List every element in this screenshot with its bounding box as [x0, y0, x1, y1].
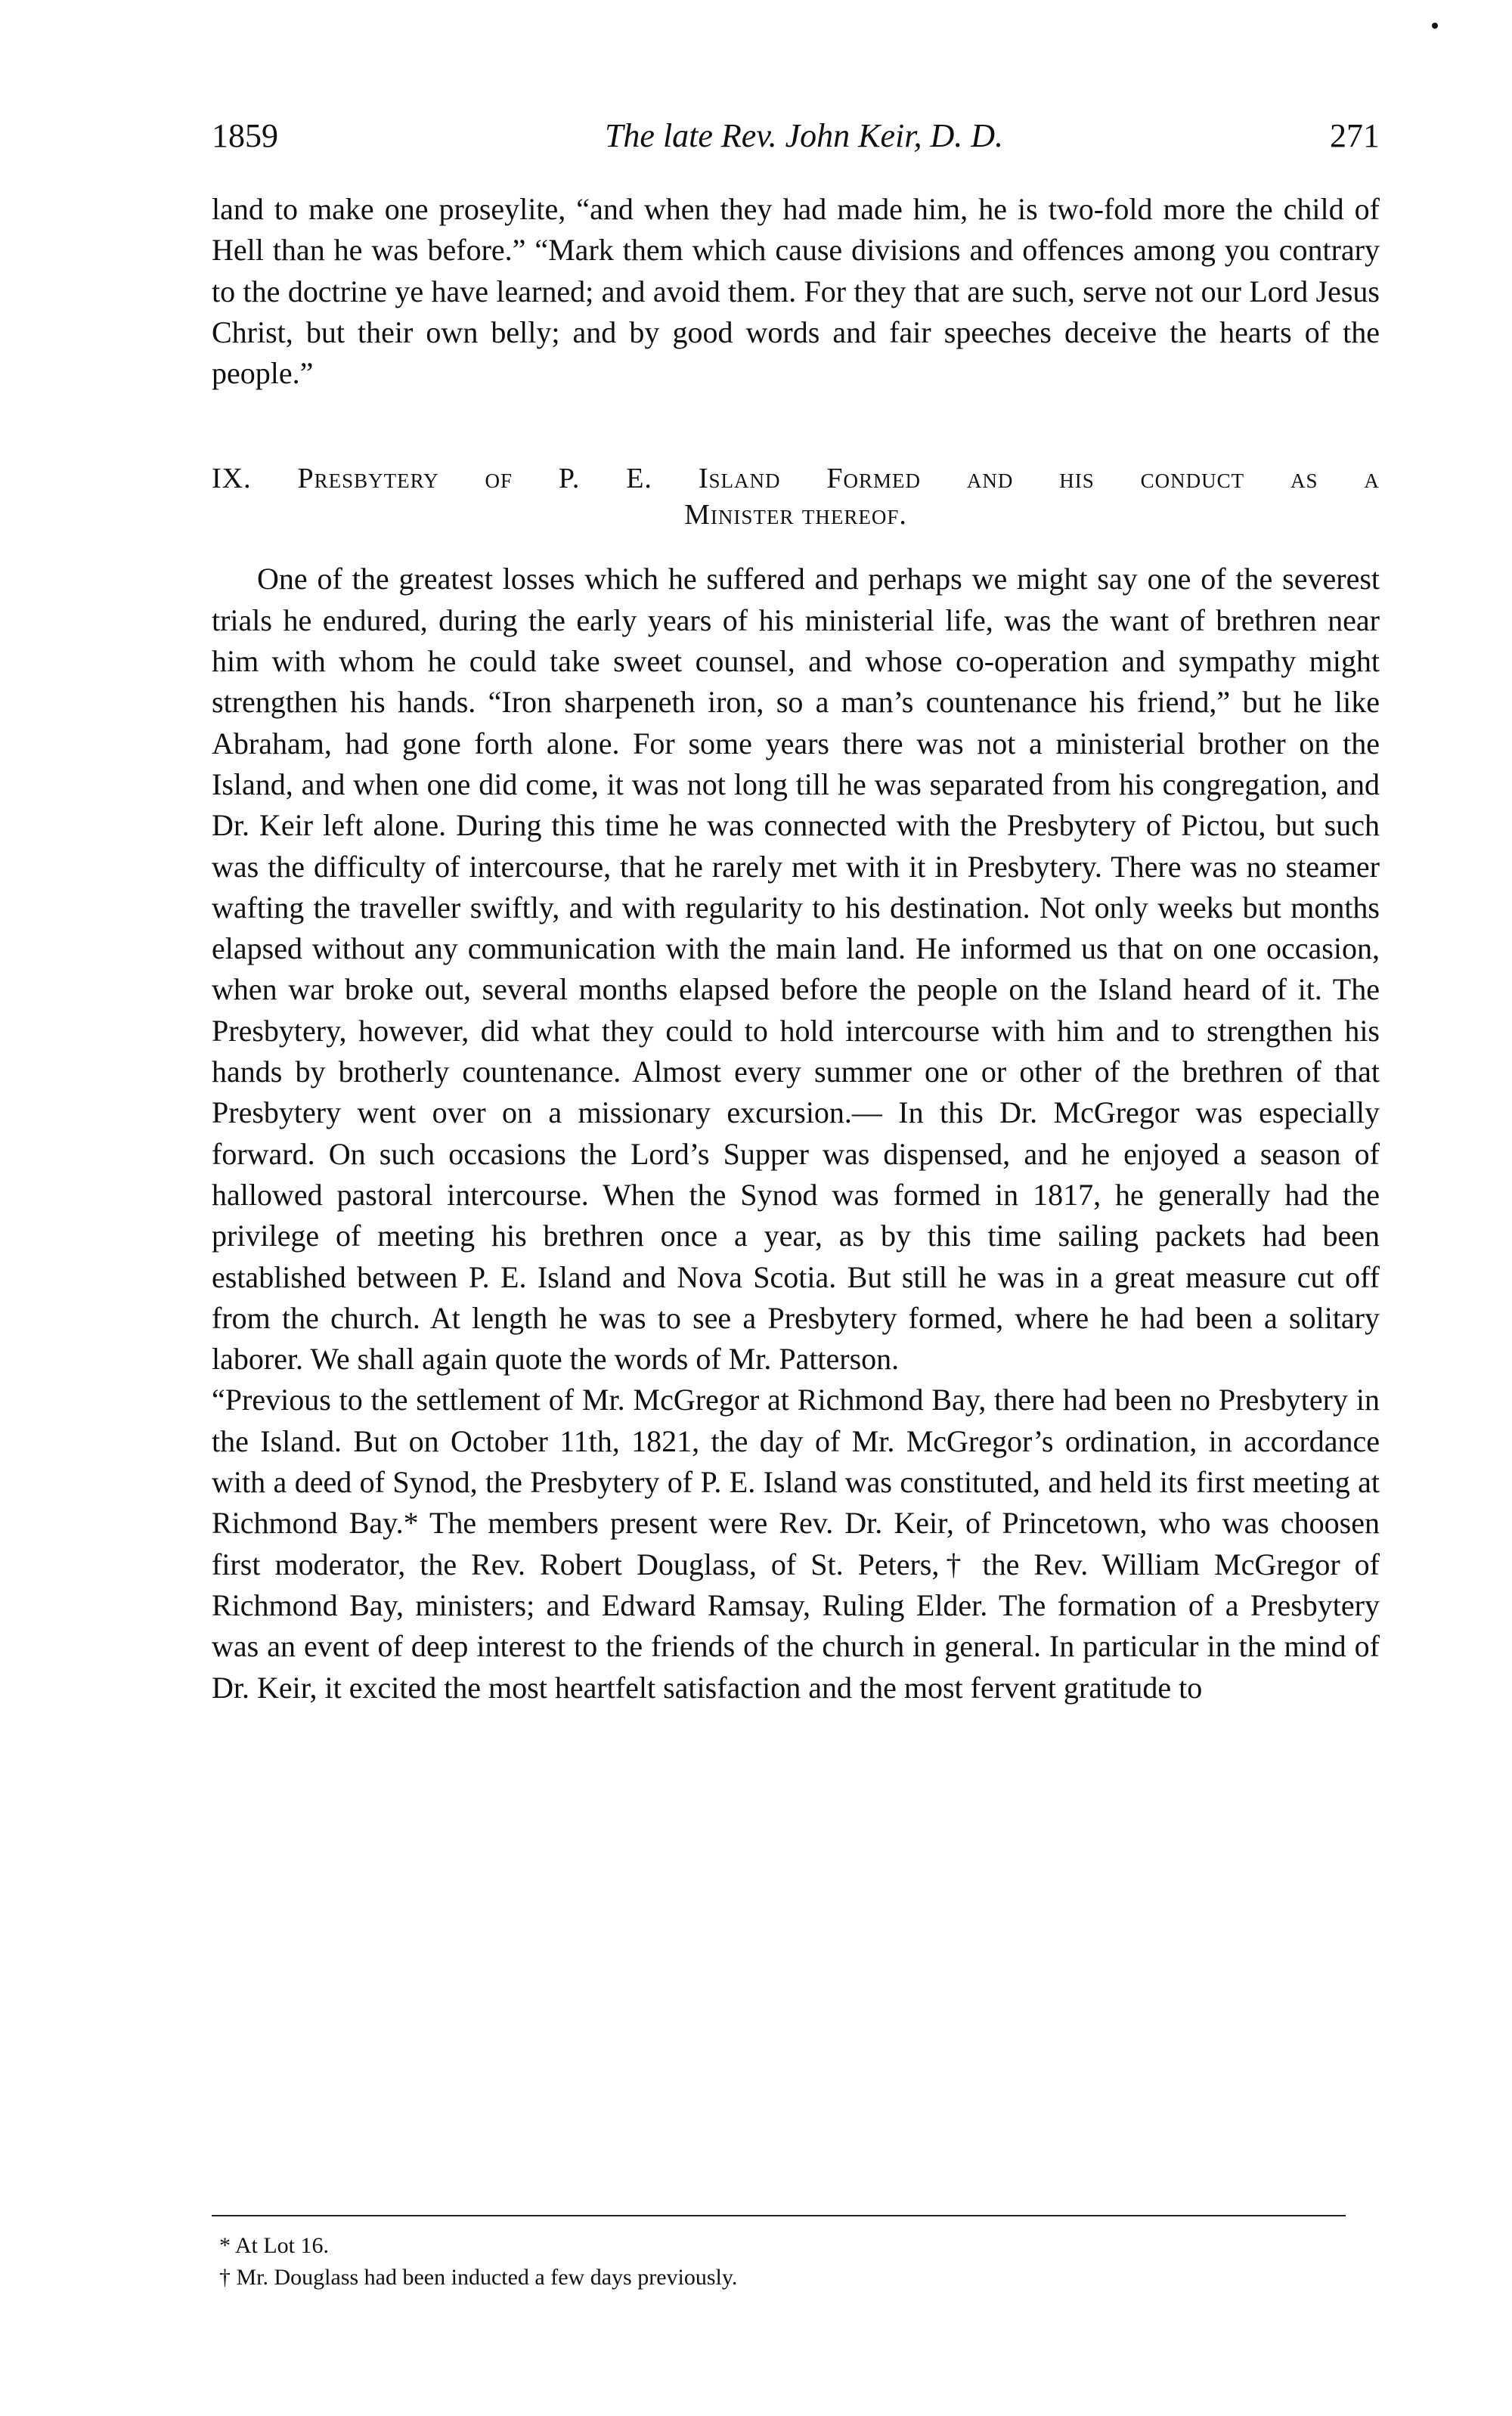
body-paragraph-2: “Previous to the settlement of Mr. McGregor at Richmond Bay, there had been no Presbytery in the Island. But on October 11th, 1821, the day of Mr. McGregor’s ordination, in accordance with a deed of Synod, the Presbytery of P. E. Island was constituted, and held its first meeting at Richmond Bay.* The members present were Rev. Dr. Keir, of Princetown, who was choosen first moderator, the Rev. Robert Douglass, of St. Peters,† the Rev. William McGregor of Richmond Bay, ministers; and Edward Ramsay, Ruling Elder. The formation of a Presbytery was an event of deep interest to the friends of the church in general. In particular in the mind of Dr. Keir, it excited the most heartfelt satisfaction and the most fervent gratitude to: [212, 1383, 1380, 1705]
heading-word: conduct: [1140, 463, 1245, 495]
section-heading-line-2: Minister thereof.: [684, 499, 907, 531]
header-year: 1859: [212, 117, 278, 154]
heading-word: Formed: [826, 463, 921, 495]
body-paragraph-1: One of the greatest losses which he suffered and perhaps we might say one of the severest trials he endured, during the early years of his ministerial life, was the want of brethren near him with whom he could take sweet counsel, and whose co-operation and sympathy might strengthen his hands. “Iron sharpeneth iron, so a man’s countenance his friend,” but he like Abraham, had gone forth alone. For some years there was not a ministerial brother on the Island, and when one did come, it was not long till he was separated from his congregation, and Dr. Keir left alone. During this time he was connected with the Presbytery of Pictou, but such was the difficulty of intercourse, that he rarely met with it in Presbytery. There was no steamer wafting the traveller swiftly, and with regularity to his destination. Not only weeks but months elapsed without any communication with the main land. He informed us that on one occasion, when war broke out, several months elapsed before the people on the Island heard of it. The Presbytery, however, did what they could to hold intercourse with him and to strengthen his hands by brotherly countenance. Almost every summer one or other of the brethren of that Presbytery went over on a missionary excursion.— In this Dr. McGregor was especially forward. On such occasions the Lord’s Supper was dispensed, and he enjoyed a season of hallowed pastoral intercourse. When the Synod was formed in 1817, he generally had the privilege of meeting his brethren once a year, as by this time sailing packets had been established between P. E. Island and Nova Scotia. But still he was in a great measure cut off from the church. At length he was to see a Presbytery formed, where he had been a solitary laborer. We shall again quote the words of Mr. Patterson.: [212, 562, 1380, 1377]
intro-paragraph: land to make one proseylite, “and when they had made him, he is two-fold more the child of Hell than he was before.” “Mark them which cause divisions and offences among you contrary to the doctrine ye have learned; and avoid them. For they that are such, serve not our Lord Jesus Christ, but their own belly; and by good words and fair speeches deceive the hearts of the people.”: [212, 192, 1380, 391]
footnote-divider: [212, 2215, 1346, 2216]
page-number: 271: [1329, 117, 1380, 154]
heading-word: Presbytery: [297, 463, 439, 495]
running-header: [212, 113, 1380, 159]
print-speck: [1432, 23, 1438, 29]
heading-word: a: [1364, 463, 1380, 495]
page-content: [212, 113, 1380, 1708]
heading-word: P.: [558, 463, 581, 495]
heading-word: E.: [626, 463, 652, 495]
heading-word: and: [966, 463, 1014, 495]
footnotes: [219, 2230, 1353, 2294]
heading-word: his: [1059, 463, 1095, 495]
heading-word: of: [485, 463, 513, 495]
heading-word: as: [1290, 463, 1318, 495]
heading-word: Island: [698, 463, 781, 495]
section-number: IX.: [212, 463, 252, 495]
footnote-1: * At Lot 16.: [219, 2233, 330, 2258]
header-title: The late Rev. John Keir, D. D.: [604, 117, 1004, 154]
section-heading: [212, 460, 1380, 533]
footnote-2: † Mr. Douglass had been inducted a few days previously.: [219, 2265, 738, 2290]
section-heading-line-1: [212, 460, 1380, 497]
